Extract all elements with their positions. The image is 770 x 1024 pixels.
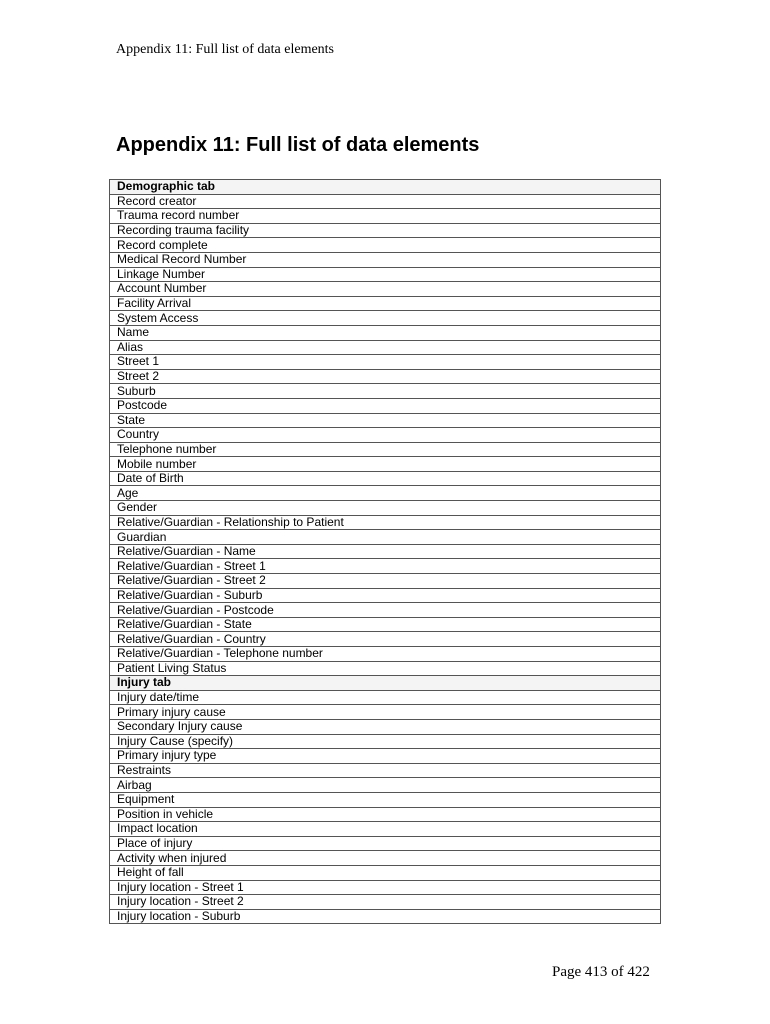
table-row bbox=[110, 238, 661, 253]
table-row bbox=[110, 486, 661, 501]
table-row bbox=[110, 282, 661, 297]
table-row bbox=[110, 413, 661, 428]
data-element-cell: Postcode bbox=[110, 398, 661, 413]
table-row bbox=[110, 223, 661, 238]
running-header: Appendix 11: Full list of data elements bbox=[116, 42, 335, 57]
table-row bbox=[110, 544, 661, 559]
table-row bbox=[110, 209, 661, 224]
section-header-row bbox=[110, 180, 661, 195]
data-element-cell: Injury location - Suburb bbox=[110, 909, 661, 924]
table-row bbox=[110, 778, 661, 793]
data-element-cell: Telephone number bbox=[110, 442, 661, 457]
data-element-cell: Patient Living Status bbox=[110, 661, 661, 676]
data-element-cell: Name bbox=[110, 325, 661, 340]
data-element-cell: State bbox=[110, 413, 661, 428]
table-row bbox=[110, 661, 661, 676]
table-row bbox=[110, 515, 661, 530]
data-element-cell: Account Number bbox=[110, 282, 661, 297]
table-row bbox=[110, 369, 661, 384]
table-row bbox=[110, 822, 661, 837]
data-element-cell: Suburb bbox=[110, 384, 661, 399]
table-row bbox=[110, 603, 661, 618]
data-element-cell: Mobile number bbox=[110, 457, 661, 472]
data-element-cell: Country bbox=[110, 428, 661, 443]
data-element-cell: Airbag bbox=[110, 778, 661, 793]
table-row bbox=[110, 296, 661, 311]
data-element-cell: Impact location bbox=[110, 822, 661, 837]
table-row bbox=[110, 734, 661, 749]
table-row bbox=[110, 471, 661, 486]
data-element-cell: Primary injury type bbox=[110, 749, 661, 764]
data-element-cell: Record complete bbox=[110, 238, 661, 253]
data-element-cell: Relative/Guardian - Relationship to Patient bbox=[110, 515, 661, 530]
section-header-cell: Injury tab bbox=[110, 676, 661, 691]
table-row bbox=[110, 836, 661, 851]
table-row bbox=[110, 851, 661, 866]
data-element-cell: Age bbox=[110, 486, 661, 501]
data-element-cell: Injury location - Street 2 bbox=[110, 895, 661, 910]
table-row bbox=[110, 865, 661, 880]
data-element-cell: Primary injury cause bbox=[110, 705, 661, 720]
table-row bbox=[110, 909, 661, 924]
data-element-cell: Relative/Guardian - Name bbox=[110, 544, 661, 559]
data-element-cell: Injury date/time bbox=[110, 690, 661, 705]
table-row bbox=[110, 384, 661, 399]
table-row bbox=[110, 763, 661, 778]
data-elements-table bbox=[109, 179, 661, 924]
table-row bbox=[110, 501, 661, 516]
data-element-cell: Injury Cause (specify) bbox=[110, 734, 661, 749]
table-row bbox=[110, 807, 661, 822]
table-row bbox=[110, 267, 661, 282]
table-row bbox=[110, 325, 661, 340]
page-title: Appendix 11: Full list of data elements bbox=[116, 134, 480, 156]
data-element-cell: Guardian bbox=[110, 530, 661, 545]
data-element-cell: Relative/Guardian - Postcode bbox=[110, 603, 661, 618]
data-element-cell: Equipment bbox=[110, 792, 661, 807]
data-element-cell: Position in vehicle bbox=[110, 807, 661, 822]
data-element-cell: Alias bbox=[110, 340, 661, 355]
data-element-cell: Street 2 bbox=[110, 369, 661, 384]
data-element-cell: Relative/Guardian - Suburb bbox=[110, 588, 661, 603]
table-row bbox=[110, 895, 661, 910]
table-row bbox=[110, 355, 661, 370]
data-element-cell: Relative/Guardian - Street 2 bbox=[110, 574, 661, 589]
table-row bbox=[110, 647, 661, 662]
data-element-cell: Restraints bbox=[110, 763, 661, 778]
data-element-cell: Secondary Injury cause bbox=[110, 719, 661, 734]
table-row bbox=[110, 749, 661, 764]
table-row bbox=[110, 632, 661, 647]
data-element-cell: Relative/Guardian - Telephone number bbox=[110, 647, 661, 662]
data-element-cell: Relative/Guardian - State bbox=[110, 617, 661, 632]
data-element-cell: Height of fall bbox=[110, 865, 661, 880]
page-number: Page 413 of 422 bbox=[552, 964, 650, 980]
data-element-cell: Recording trauma facility bbox=[110, 223, 661, 238]
table-row bbox=[110, 457, 661, 472]
table-row bbox=[110, 559, 661, 574]
table-row bbox=[110, 880, 661, 895]
data-element-cell: Date of Birth bbox=[110, 471, 661, 486]
data-element-cell: Linkage Number bbox=[110, 267, 661, 282]
table-row bbox=[110, 705, 661, 720]
table-row bbox=[110, 442, 661, 457]
table-row bbox=[110, 398, 661, 413]
data-element-cell: Street 1 bbox=[110, 355, 661, 370]
data-element-cell: Record creator bbox=[110, 194, 661, 209]
section-header-row bbox=[110, 676, 661, 691]
data-element-cell: Gender bbox=[110, 501, 661, 516]
table-row bbox=[110, 617, 661, 632]
data-element-cell: Activity when injured bbox=[110, 851, 661, 866]
data-element-cell: System Access bbox=[110, 311, 661, 326]
table-row bbox=[110, 792, 661, 807]
table-row bbox=[110, 530, 661, 545]
table-row bbox=[110, 252, 661, 267]
data-elements-table-body bbox=[110, 180, 661, 924]
table-row bbox=[110, 690, 661, 705]
data-element-cell: Injury location - Street 1 bbox=[110, 880, 661, 895]
data-element-cell: Relative/Guardian - Country bbox=[110, 632, 661, 647]
table-row bbox=[110, 588, 661, 603]
data-element-cell: Medical Record Number bbox=[110, 252, 661, 267]
data-element-cell: Trauma record number bbox=[110, 209, 661, 224]
section-header-cell: Demographic tab bbox=[110, 180, 661, 195]
table-row bbox=[110, 194, 661, 209]
table-row bbox=[110, 574, 661, 589]
table-row bbox=[110, 719, 661, 734]
table-row bbox=[110, 311, 661, 326]
data-element-cell: Place of injury bbox=[110, 836, 661, 851]
data-element-cell: Relative/Guardian - Street 1 bbox=[110, 559, 661, 574]
data-element-cell: Facility Arrival bbox=[110, 296, 661, 311]
table-row bbox=[110, 428, 661, 443]
table-row bbox=[110, 340, 661, 355]
